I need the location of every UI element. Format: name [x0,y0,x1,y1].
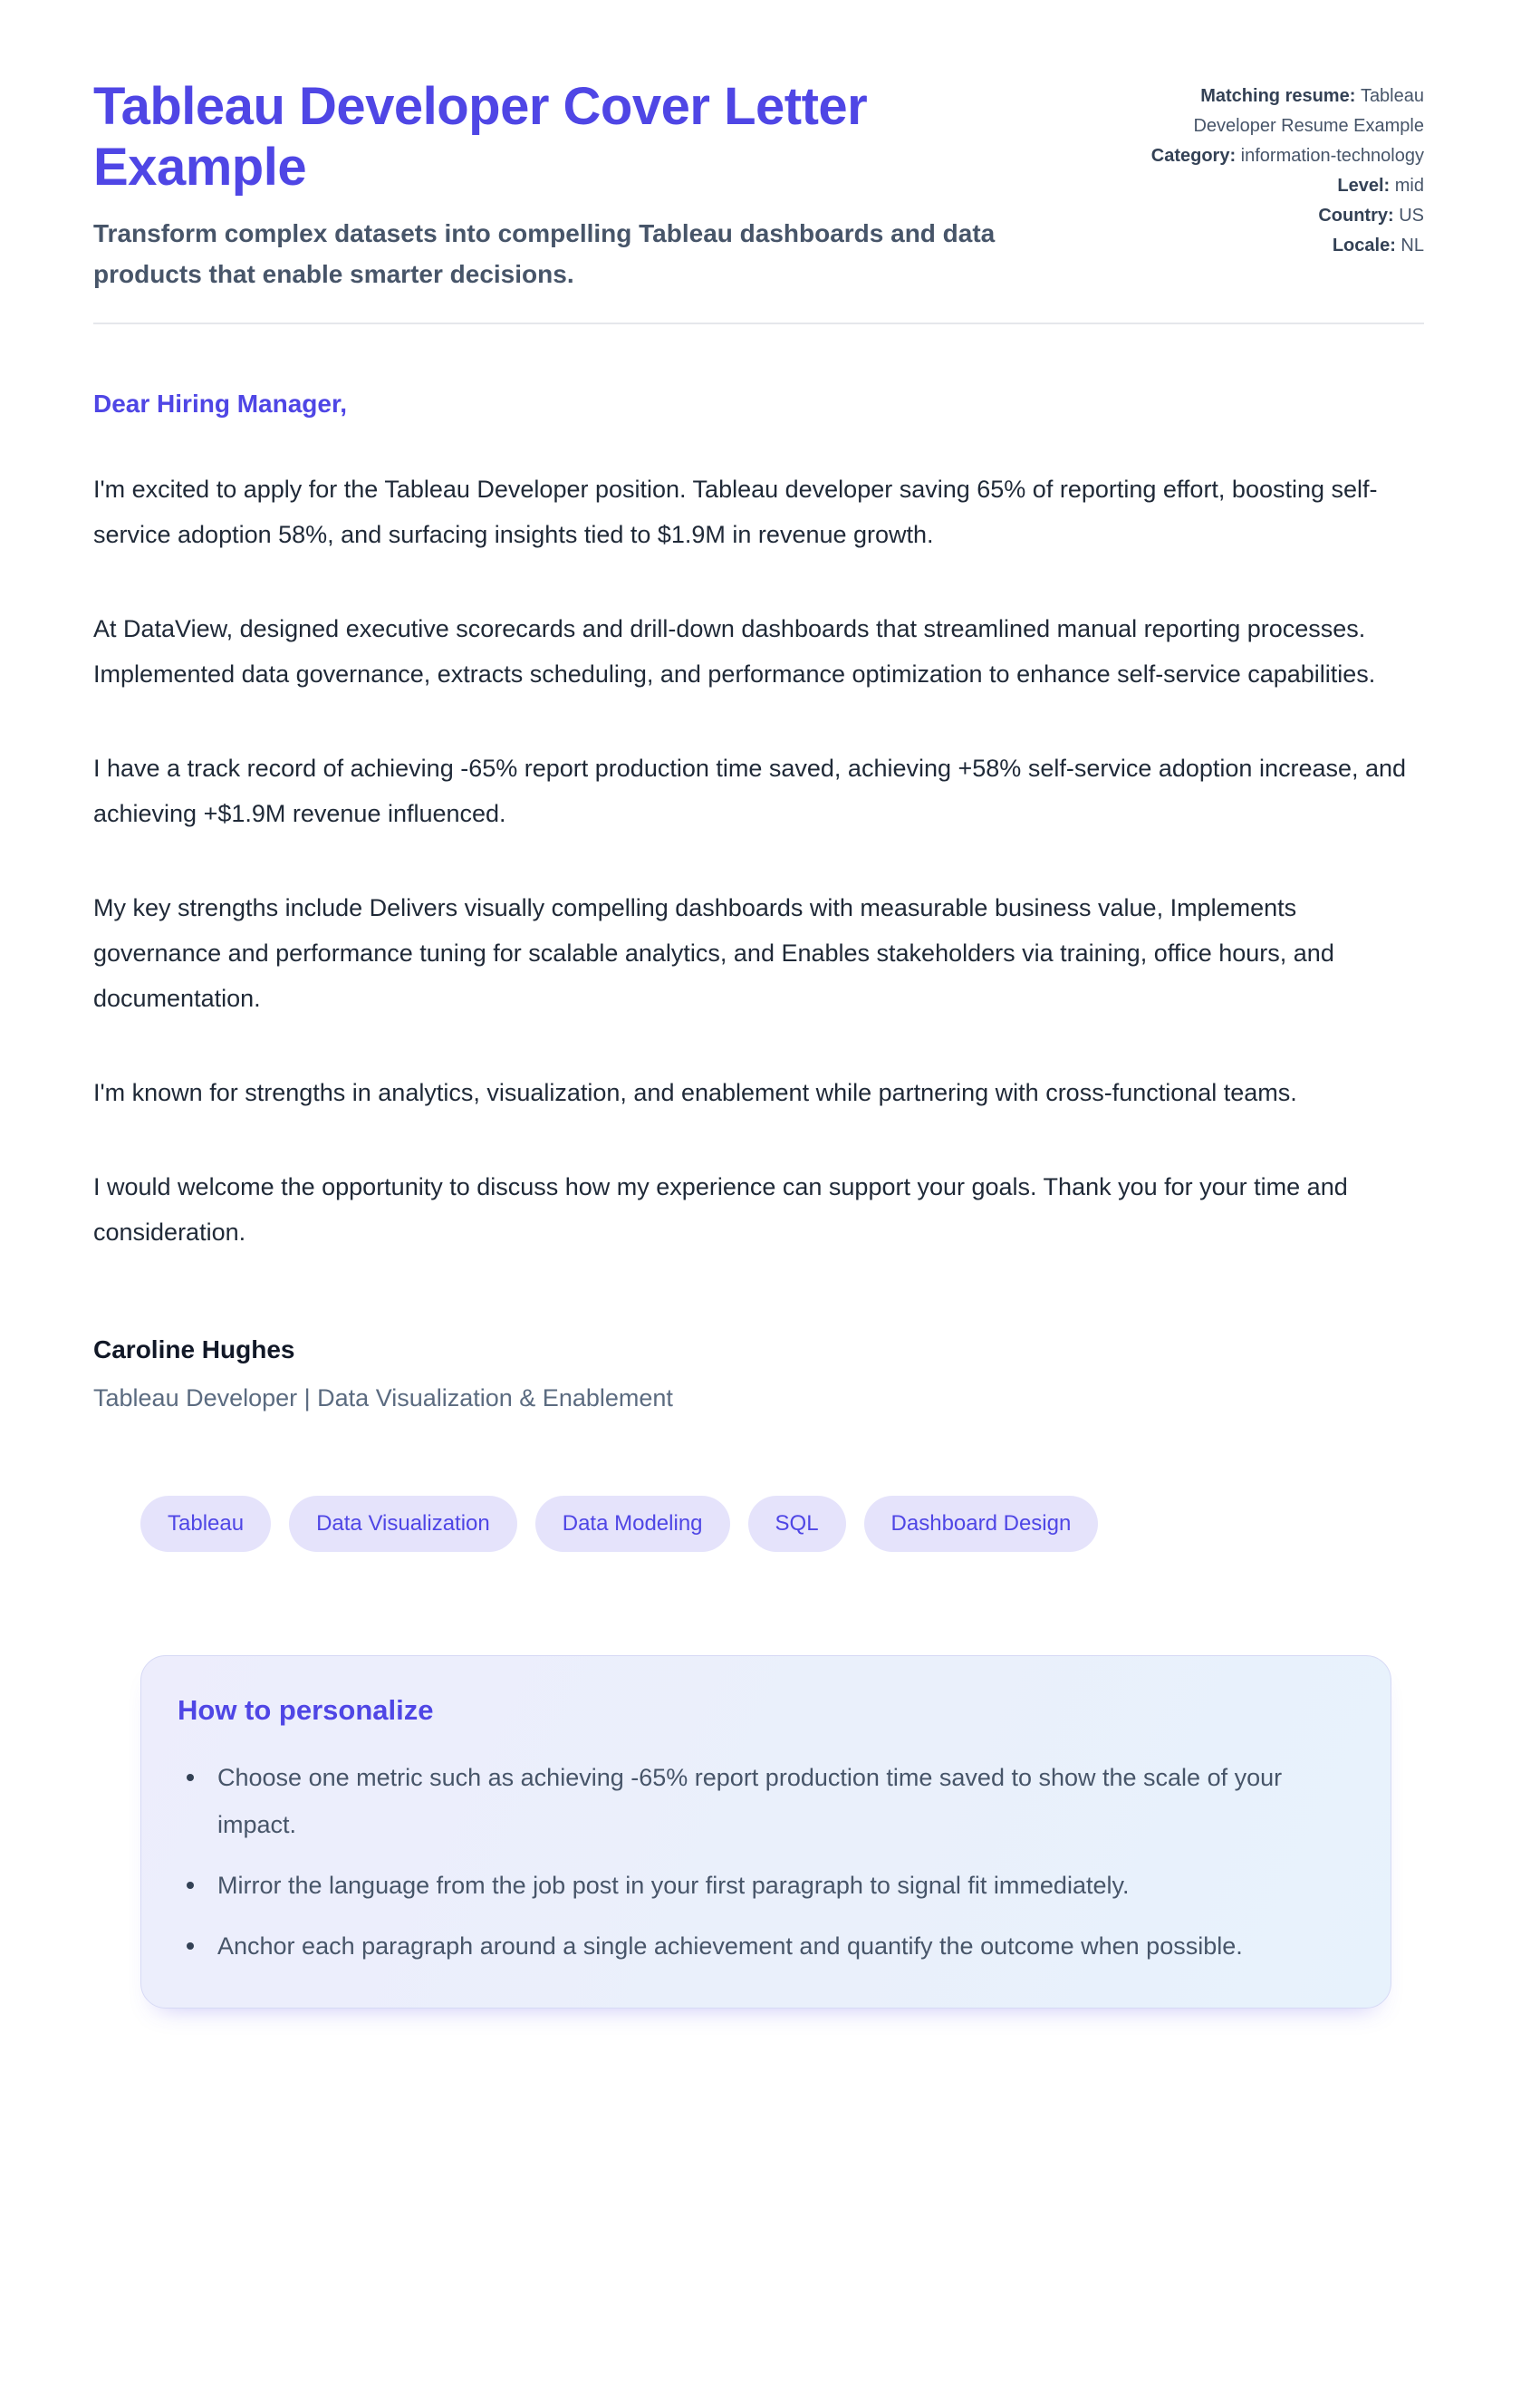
how-to-personalize-card [140,1655,1391,2009]
page-title: Tableau Developer Cover Letter Example [93,77,868,198]
category-label: Category: [1150,146,1241,166]
signature-role: Tableau Developer | Data Visualization & Enablement [93,1383,673,1411]
category-value: information-technology [1240,146,1424,166]
tag-pill-data-visualization[interactable]: Data Visualization [289,1496,517,1552]
tip-item: Anchor each paragraph around a single achievement and quantify the outcome when possible. [178,1922,1347,1970]
tag-pill-sql[interactable]: SQL [748,1496,846,1552]
tips-heading: How to personalize [178,1693,434,1726]
letter-paragraph: I'm excited to apply for the Tableau Developer position. Tableau developer saving 65% of reporting effort, boosting self-service adoption 58%, and surfacing insights tied to $1.9M in revenue growth. [93,476,1378,549]
tip-item: Choose one metric such as achieving -65% report production time saved to show the scale of your impact. [178,1754,1347,1849]
signature-name: Caroline Hughes [93,1334,295,1363]
letter-body [93,390,1424,1411]
matching-resume-link[interactable]: Tableau Developer Resume Example [1193,86,1424,136]
country-value: US [1399,206,1424,226]
salutation: Dear Hiring Manager, [93,390,348,419]
skill-tags-row [140,1496,1424,1552]
country-label: Country: [1318,206,1400,226]
letter-paragraph: At DataView, designed executive scorecards and drill-down dashboards that streamlined manual reporting processes. Implemented data governance, extracts scheduling, and performance optimization to enhance self-service capabilities. [93,615,1376,689]
tag-pill-data-modeling[interactable]: Data Modeling [535,1496,730,1552]
locale-label: Locale: [1332,236,1401,255]
resume-meta-block [1150,82,1424,261]
letter-paragraph: My key strengths include Delivers visually compelling dashboards with measurable business value, Implements governance and performance tuning for scalable analytics, and Enables stakeholders via training, office hours, and documentation. [93,893,1334,1012]
header-divider [93,323,1424,324]
matching-resume-label: Matching resume: [1200,86,1361,106]
level-value: mid [1394,176,1424,196]
letter-paragraph: I would welcome the opportunity to discuss how my experience can support your goals. Thank you for your time and consideration. [93,1172,1348,1246]
tag-pill-dashboard-design[interactable]: Dashboard Design [864,1496,1099,1552]
tip-item: Mirror the language from the job post in your first paragraph to signal fit immediately. [178,1862,1347,1910]
tag-pill-tableau[interactable]: Tableau [140,1496,271,1552]
locale-value: NL [1400,236,1424,255]
level-label: Level: [1337,176,1395,196]
letter-paragraph: I have a track record of achieving -65% report production time saved, achieving +58% self-service adoption increase, and achieving +$1.9M revenue influenced. [93,755,1407,828]
title-block [93,76,1054,295]
page-header [93,76,1424,295]
page-subtitle: Transform complex datasets into compelling Tableau dashboards and data products that enable smarter decisions. [93,218,996,289]
tips-list [178,1754,1347,1970]
letter-paragraph: I'm known for strengths in analytics, visualization, and enablement while partnering with cross-functional teams. [93,1078,1297,1106]
